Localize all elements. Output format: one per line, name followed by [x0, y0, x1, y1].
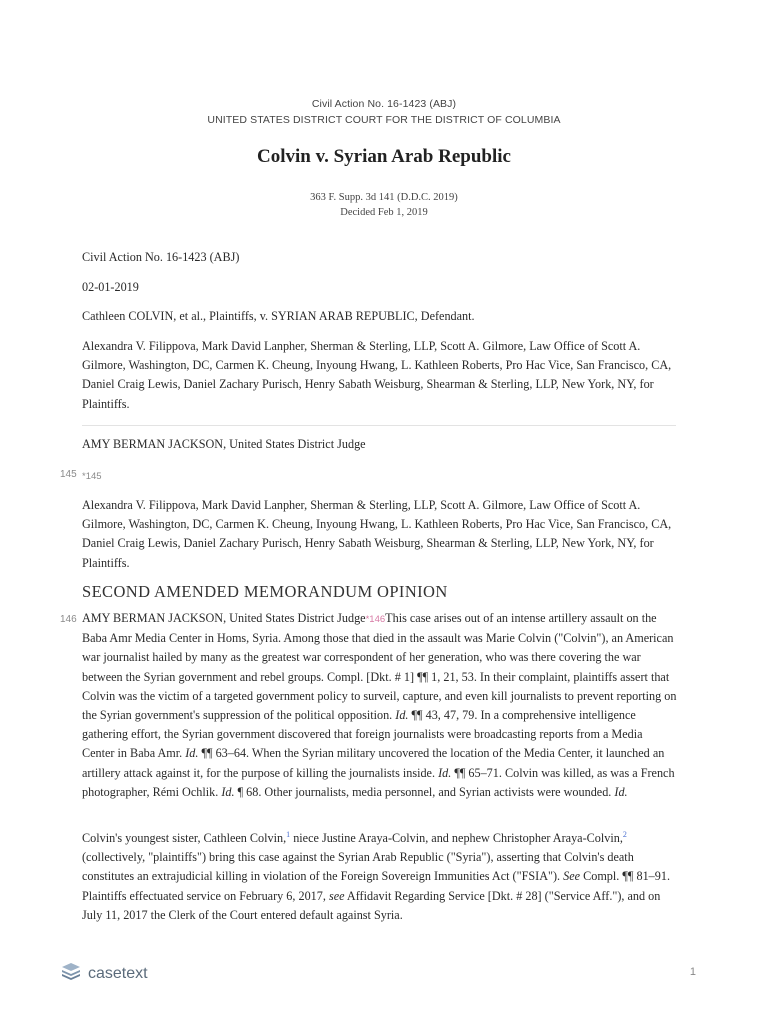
body-civil-action: Civil Action No. 16-1423 (ABJ)	[82, 250, 240, 264]
para2-c: (collectively, "plaintiffs") bring this case against the Syrian Arab Republic ("Syria"), asserting that Colvin's death constitutes an extrajudicial killing in violation of the Foreign Sovereign Immunities Act ("FSIA").	[82, 850, 634, 884]
body-counsel: Alexandra V. Filippova, Mark David Lanpher, Sherman & Sterling, LLP, Scott A. Gilmore, Law Office of Scott A. Gilmore, Washington, DC, Carmen K. Cheung, Inyoung Hwang, L. Kathleen Roberts, Pro Hac Vice, San Francisco, CA, Daniel Craig Lewis, Daniel Zachary Purisch, Henry Sabath Weisburg, Shearman & Sterling, LLP, New York, NY, for Plaintiffs.	[82, 339, 672, 411]
para1-c: ¶¶ 63–64. When the Syrian military uncovered the location of the Media Center, it launched an artillery attack against it, for the purpose of killing the journalists inside.	[82, 746, 665, 780]
para2-a: Colvin's youngest sister, Cathleen Colvin,	[82, 831, 287, 845]
para1-a: This case arises out of an intense artillery assault on the Baba Amr Media Center in Homs, Syria. Among those that died in the assault was Marie Colvin ("Colvin"), an American war journalist hailed by many as the greatest war correspondent of her generation, who was there covering the war between the Syrian government and rebel groups. Compl. [Dkt. # 1] ¶¶ 1, 21, 53. In their complaint, plaintiffs assert that Colvin was the victim of a targeted government policy to surveil, capture, and even kill journalists to prevent reporting on the Syrian government's suppression of the political opposition.	[82, 611, 677, 723]
margin-page-146: 146	[60, 614, 77, 625]
judge-2: AMY BERMAN JACKSON, United States District Judge	[82, 611, 366, 625]
case-title: Colvin v. Syrian Arab Republic	[257, 146, 511, 167]
margin-page-145: 145	[60, 469, 77, 480]
body-parties: Cathleen COLVIN, et al., Plaintiffs, v. SYRIAN ARAB REPUBLIC, Defendant.	[82, 309, 475, 323]
para1-b: ¶¶ 43, 47, 79. In a comprehensive intelligence gathering effort, the Syrian government discovered that foreign journalists were broadcasting reports from a Media Center in Baba Amr.	[82, 708, 643, 761]
case-citation	[0, 190, 768, 220]
citation-decided: Decided Feb 1, 2019	[340, 207, 428, 218]
casetext-logo[interactable]	[60, 961, 148, 986]
id-cite-3: Id.	[438, 765, 452, 780]
header-civil-action: Civil Action No. 16-1423 (ABJ)	[311, 98, 457, 110]
star-page-145-label: *145	[82, 471, 102, 482]
divider	[82, 425, 676, 426]
id-cite-5: Id.	[614, 784, 628, 799]
page-number: 1	[689, 966, 696, 978]
footnote-2-link[interactable]: 2	[622, 829, 627, 839]
header-court: UNITED STATES DISTRICT COURT FOR THE DISTRICT OF COLUMBIA	[207, 114, 561, 126]
star-page-146: *146	[365, 614, 386, 625]
document-header	[0, 96, 768, 128]
see-signal: See	[563, 869, 581, 884]
id-cite-2: Id.	[185, 746, 199, 761]
para2-b: niece Justine Araya-Colvin, and nephew Christopher Araya-Colvin,	[293, 831, 623, 845]
casetext-brand: casetext	[88, 964, 148, 982]
id-cite-4: Id.	[221, 784, 235, 799]
body-judge: AMY BERMAN JACKSON, United States District Judge	[82, 437, 366, 451]
star-page-145	[82, 466, 678, 486]
para2-d: Compl. ¶¶ 81–91. Plaintiffs effectuated service on February 6, 2017,	[82, 869, 670, 903]
opinion-paragraph-2	[82, 829, 678, 925]
para1-e: ¶ 68. Other journalists, media personnel, and Syrian activists were wounded.	[237, 784, 612, 799]
body-date: 02-01-2019	[82, 280, 139, 294]
para1-d: ¶¶ 65–71. Colvin was killed, as was a French photographer, Rémi Ochlik.	[82, 765, 675, 799]
footnote-1-link[interactable]: 1	[286, 829, 291, 839]
section-heading: SECOND AMENDED MEMORANDUM OPINION	[82, 582, 448, 601]
citation-reporter: 363 F. Supp. 3d 141 (D.D.C. 2019)	[310, 192, 458, 203]
id-cite-1: Id.	[395, 708, 409, 723]
para2-e: Affidavit Regarding Service [Dkt. # 28] ("Service Aff."), and on July 11, 2017 the Clerk of the Court entered default against Syria.	[82, 888, 661, 922]
casetext-logo-icon	[60, 961, 82, 986]
opinion-paragraph-1	[82, 609, 678, 802]
body-counsel-2: Alexandra V. Filippova, Mark David Lanpher, Sherman & Sterling, LLP, Scott A. Gilmore, Law Office of Scott A. Gilmore, Washington, DC, Carmen K. Cheung, Inyoung Hwang, L. Kathleen Roberts, Pro Hac Vice, San Francisco, CA, Daniel Craig Lewis, Daniel Zachary Purisch, Henry Sabath Weisburg, Shearman & Sterling, LLP, New York, NY, for Plaintiffs.	[82, 498, 672, 570]
see-signal-2: see	[328, 888, 345, 903]
